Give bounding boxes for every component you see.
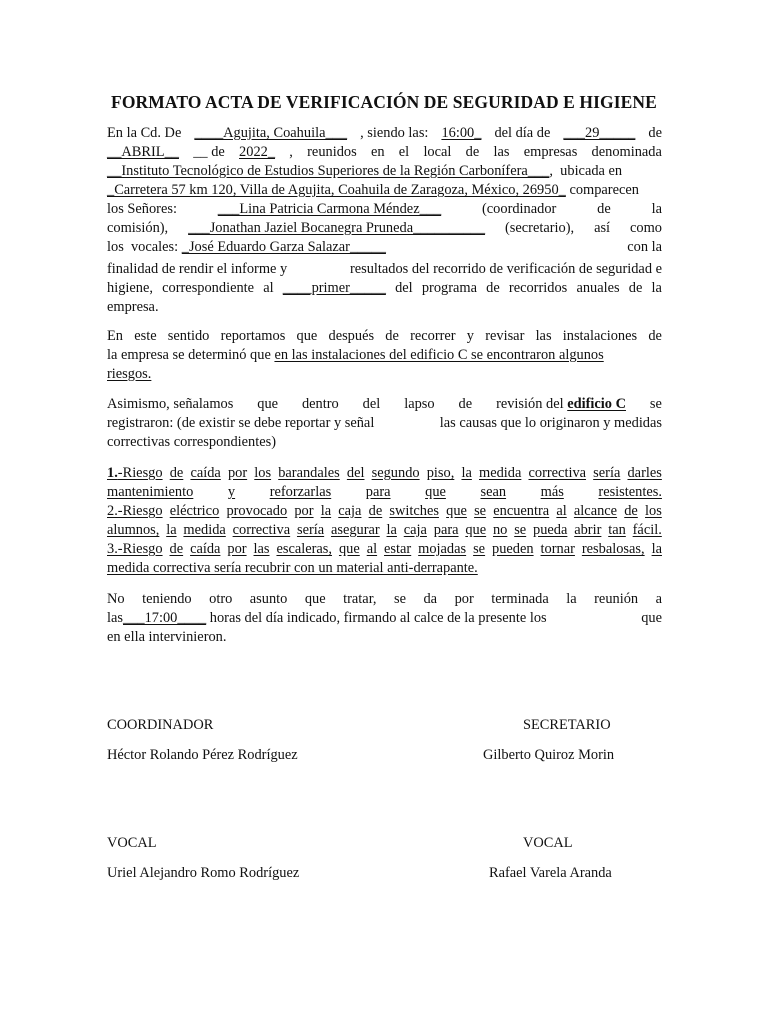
text: las (107, 610, 123, 626)
word: de (486, 280, 500, 296)
word: y (466, 328, 474, 344)
word: encuentra (493, 503, 550, 519)
p1-line-8 (107, 260, 662, 279)
city-field: ____Agujita, Coahuila___ (194, 125, 348, 141)
word: la (651, 280, 662, 296)
word: terminada (491, 591, 549, 607)
word: caída (190, 465, 221, 481)
word: que (641, 610, 662, 626)
word: como (630, 220, 662, 236)
word: 3.-Riesgo (107, 541, 163, 557)
word: correspondiente (162, 280, 255, 296)
day-field: ___29_____ (563, 125, 636, 141)
finding-text: riesgos. (107, 366, 152, 382)
word: de (385, 328, 399, 344)
p1-line-2 (107, 143, 662, 162)
word: barandales (278, 465, 340, 481)
text: correctivas correspondientes) (107, 434, 277, 450)
word: se (394, 591, 406, 607)
p1-line-3 (107, 162, 662, 181)
word: recorrer (410, 328, 456, 344)
word: No (107, 591, 125, 607)
vocal-1-role: VOCAL (107, 835, 157, 851)
p1-line-4 (107, 181, 662, 200)
word: se (473, 541, 486, 557)
p2-line-3 (107, 365, 662, 384)
p1-line-6 (107, 219, 662, 238)
coordinator-name: Héctor Rolando Pérez Rodríguez (107, 747, 298, 763)
word: se (514, 522, 527, 538)
p3-line-1 (107, 395, 662, 414)
text: comisión), (107, 220, 169, 236)
word: otro (209, 591, 233, 607)
institution-field: __Instituto Tecnológico de Estudios Superiores de la Región Carbonífera___ (107, 163, 550, 179)
p1-line-5 (107, 200, 662, 219)
address-field: _Carretera 57 km 120, Villa de Agujita, Coahuila de Zaragoza, México, 26950_ (107, 182, 566, 198)
word: los (645, 503, 662, 519)
p5-line-1 (107, 590, 662, 609)
word: más (540, 484, 564, 500)
word: estar (384, 541, 412, 557)
text: finalidad de rendir el informe y (107, 261, 288, 277)
text: empresa. (107, 299, 159, 315)
document-title: FORMATO ACTA DE VERIFICACIÓN DE SEGURIDAD E HIGIENE (111, 92, 657, 112)
text: resultados del recorrido de verificación de seguridad e (349, 261, 662, 277)
word: alcance (573, 503, 618, 519)
word: switches (389, 503, 439, 519)
word: sentido (167, 328, 210, 344)
word: correctiva (232, 522, 291, 538)
word: sería (593, 465, 621, 481)
word: reunión (594, 591, 639, 607)
word: y (227, 484, 236, 500)
end-time-field: ___17:00____ (123, 610, 207, 626)
text: (secretario), (505, 220, 575, 236)
text: medida correctiva sería recubrir con un material anti-derrapante. (107, 560, 478, 576)
word: la (651, 201, 662, 217)
word: darles (627, 465, 662, 481)
text: registraron: (de existir se debe reportar y señal (107, 415, 375, 431)
word: que (338, 541, 360, 557)
risk-1-line-2 (107, 483, 662, 502)
word: resistentes. (598, 484, 662, 500)
p1-line-1 (107, 124, 662, 143)
word: En (107, 328, 123, 344)
secretary-field: ___Jonathan Jaziel Bocanegra Pruneda__________ (188, 220, 486, 236)
word: no (492, 522, 508, 538)
word: de (368, 503, 383, 519)
word: por (227, 465, 248, 481)
word: asunto (249, 591, 288, 607)
building-field: edificio C (567, 396, 626, 412)
word: de (648, 328, 662, 344)
word: al (366, 541, 378, 557)
word: caja (403, 522, 427, 538)
text: revisión del (496, 396, 564, 412)
text: , siendo las: (360, 125, 429, 141)
word: piso, (426, 465, 455, 481)
word: da (423, 591, 438, 607)
text: ubicada en (560, 163, 623, 179)
time-field: 16:00_ (441, 125, 482, 141)
word: de (624, 503, 638, 519)
word: las (535, 328, 552, 344)
word: por (454, 591, 474, 607)
text: los vocales: (107, 239, 179, 255)
text: comparecen (569, 182, 639, 198)
word: 2.-Riesgo (107, 503, 163, 519)
word: al (556, 503, 567, 519)
word: se (474, 503, 487, 519)
word: reportamos (220, 328, 286, 344)
word: caja (338, 503, 362, 519)
word: de (458, 396, 473, 412)
word: empresas (523, 144, 578, 160)
word: la (651, 541, 662, 557)
word: la (461, 465, 472, 481)
p5-line-3 (107, 628, 662, 647)
word: por (294, 503, 314, 519)
word: tan (608, 522, 626, 538)
word: correctiva (528, 465, 587, 481)
word: la (320, 503, 332, 519)
word: que (425, 484, 446, 500)
word: que (296, 328, 318, 344)
vocal-field: _José Eduardo Garza Salazar_____ (181, 239, 386, 255)
text: en ella intervinieron. (107, 629, 227, 645)
text: Asimismo, señalamos (107, 396, 234, 412)
word: reunidos (307, 144, 357, 160)
word: anuales (576, 280, 620, 296)
word: reforzarlas (269, 484, 332, 500)
p3-line-3 (107, 433, 662, 452)
text: horas del día indicado, firmando al calce de la presente los (209, 610, 547, 626)
risk-number: 1. (107, 465, 118, 481)
p1-line-7 (107, 238, 662, 257)
word: medida (479, 465, 522, 481)
word: las (253, 541, 270, 557)
word: que (465, 522, 487, 538)
word: recorridos (508, 280, 568, 296)
word: por (227, 541, 247, 557)
p1-line-10 (107, 298, 662, 317)
word: al (263, 280, 274, 296)
text: los Señores: (107, 201, 177, 217)
word: eléctrico (169, 503, 220, 519)
word: del (362, 396, 381, 412)
p2-line-1 (107, 327, 662, 346)
word: del (395, 280, 413, 296)
ordinal-field: ____primer_____ (282, 280, 386, 296)
p1-line-9 (107, 279, 662, 298)
word: lapso (404, 396, 435, 412)
word: tratar, (343, 591, 377, 607)
word: para (433, 522, 459, 538)
word: provocado (226, 503, 288, 519)
word: que (446, 503, 467, 519)
word: sería (296, 522, 325, 538)
word: medida (183, 522, 226, 538)
word: de (465, 144, 480, 160)
risk-1-line-1 (107, 464, 662, 483)
word: mojadas (418, 541, 467, 557)
word: del (346, 465, 365, 481)
secretary-role: SECRETARIO (523, 717, 611, 733)
word: la (386, 522, 397, 538)
word: teniendo (142, 591, 192, 607)
word: denominada (591, 144, 662, 160)
secretary-name: Gilberto Quiroz Morin (483, 747, 615, 763)
p2-line-2 (107, 346, 662, 365)
word: resbalosas, (581, 541, 645, 557)
word: después (328, 328, 375, 344)
text: de (648, 125, 662, 141)
text: las causas que lo originaron y medidas (439, 415, 662, 431)
year-field: 2022_ (239, 144, 276, 160)
word: pueden (492, 541, 534, 557)
word: local (423, 144, 452, 160)
text: En la Cd. De (107, 125, 182, 141)
word: alumnos, (107, 522, 160, 538)
word: -Riesgo (117, 465, 163, 481)
word: caída (190, 541, 221, 557)
word: las (493, 144, 510, 160)
word: para (365, 484, 391, 500)
word: segundo (371, 465, 420, 481)
word: dentro (301, 396, 339, 412)
word: abrir (574, 522, 602, 538)
word: que (257, 396, 279, 412)
vocal-1-name: Uriel Alejandro Romo Rodríguez (107, 865, 300, 881)
word: los (254, 465, 272, 481)
coordinator-field: ___Lina Patricia Carmona Méndez___ (217, 201, 442, 217)
p3-line-2 (107, 414, 662, 433)
word: de (169, 465, 184, 481)
word: instalaciones (562, 328, 638, 344)
word: tornar (540, 541, 575, 557)
word: que (304, 591, 326, 607)
word: mantenimiento (107, 484, 194, 500)
coordinator-role: COORDINADOR (107, 717, 214, 733)
word: la (166, 522, 177, 538)
text: __ de (193, 144, 225, 160)
word: pueda (533, 522, 568, 538)
text: la empresa se determinó que (107, 347, 275, 363)
word: de (597, 201, 611, 217)
word: así (594, 220, 611, 236)
finding-text: en las instalaciones del edificio C se encontraron algunos (274, 347, 604, 363)
risk-3-line-1 (107, 540, 662, 559)
word: en (370, 144, 385, 160)
word: de (628, 280, 643, 296)
word: a (655, 591, 662, 607)
text: , (549, 163, 553, 179)
word: este (134, 328, 157, 344)
p5-line-2 (107, 609, 662, 628)
word: la (566, 591, 577, 607)
word: revisar (485, 328, 525, 344)
text: , (289, 144, 293, 160)
vocal-2-name: Rafael Varela Aranda (489, 865, 612, 881)
risk-2-line-2 (107, 521, 662, 540)
vocal-2-role: VOCAL (523, 835, 573, 851)
text: (coordinador (482, 201, 557, 217)
word: se (649, 396, 662, 412)
word: sean (480, 484, 507, 500)
word: escaleras, (276, 541, 332, 557)
word: el (398, 144, 410, 160)
text: del día de (494, 125, 551, 141)
risk-2-line-1 (107, 502, 662, 521)
text: con la (627, 239, 662, 255)
word: higiene, (107, 280, 153, 296)
word: fácil. (632, 522, 662, 538)
risk-3-line-2 (107, 559, 662, 578)
word: asegurar (330, 522, 380, 538)
month-field: __ABRIL__ (107, 144, 179, 160)
word: programa (421, 280, 477, 296)
word: de (169, 541, 184, 557)
